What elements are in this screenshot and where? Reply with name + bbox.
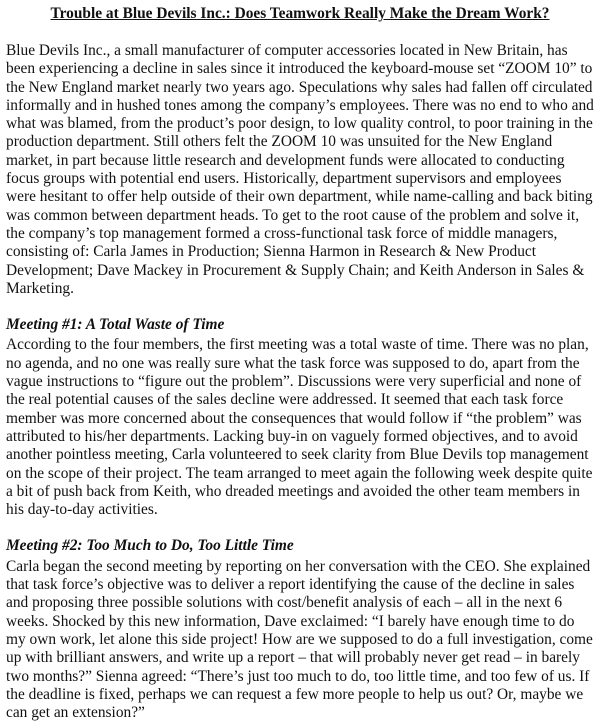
section-heading: Meeting #1: A Total Waste of Time: [6, 316, 225, 334]
section-heading: Meeting #2: Too Much to Do, Too Little Time: [6, 537, 294, 555]
intro-paragraph: Blue Devils Inc., a small manufacturer of computer accessories located in New Britain, has been experiencing a decline in sales since it introduced the keyboard-mouse set “ZOOM 10” to the New England market nearly two years ago. Speculations why sales had fallen off circulated informally and in hushed tones among the company’s employees. There was no end to who and what was blamed, from the product’s poor design, to low quality control, to poor training in the production department. Still others felt the ZOOM 10 was unsuited for the New England market, in part because little research and development funds were allocated to conducting focus groups with potential end users. Historically, department supervisors and employees were hesitant to offer help outside of their own department, while name-calling and back biting was common between department heads. To get to the root cause of the problem and solve it, the company’s top management formed a cross-functional task force of middle managers, consisting of: Carla James in Production; Sienna Harmon in Research & New Product Development; Dave Mackey in Procurement & Supply Chain; and Keith Anderson in Sales & Marketing.: [6, 42, 594, 297]
document-page: [6, 4, 594, 722]
section-meeting-2: [6, 537, 594, 722]
document-title: Trouble at Blue Devils Inc.: Does Teamwork Really Make the Dream Work?: [50, 5, 550, 22]
section-body: According to the four members, the first meeting was a total waste of time. There was no plan, no agenda, and no one was really sure what the task force was supposed to do, apart from the vague instructions to “figure out the problem”. Discussions were very superficial and none of the real potential causes of the sales decline were addressed. It seemed that each task force member was more concerned about the consequences that would follow if “the problem” was attributed to his/her departments. Lacking buy-in on vaguely formed objectives, and to avoid another pointless meeting, Carla volunteered to seek clarity from Blue Devils top management on the scope of their project. The team arranged to meet again the following week despite quite a bit of push back from Keith, who dreaded meetings and avoided the other team members in his day-to-day activities.: [6, 336, 593, 519]
section-meeting-1: [6, 316, 594, 519]
section-body: Carla began the second meeting by reporting on her conversation with the CEO. She explained that task force’s objective was to deliver a report identifying the cause of the decline in sales and proposing three possible solutions with cost/benefit analysis of each – all in the next 6 weeks. Shocked by this new information, Dave exclaimed: “I barely have enough time to do my own work, let alone this side project! How are we supposed to do a full investigation, come up with brilliant answers, and write up a report – that will probably never get read – in barely two months?” Sienna agreed: “There’s just too much to do, too little time, and too few of us. If the deadline is fixed, perhaps we can request a few more people to help us out? Or, maybe we can get an extension?”: [6, 557, 593, 722]
